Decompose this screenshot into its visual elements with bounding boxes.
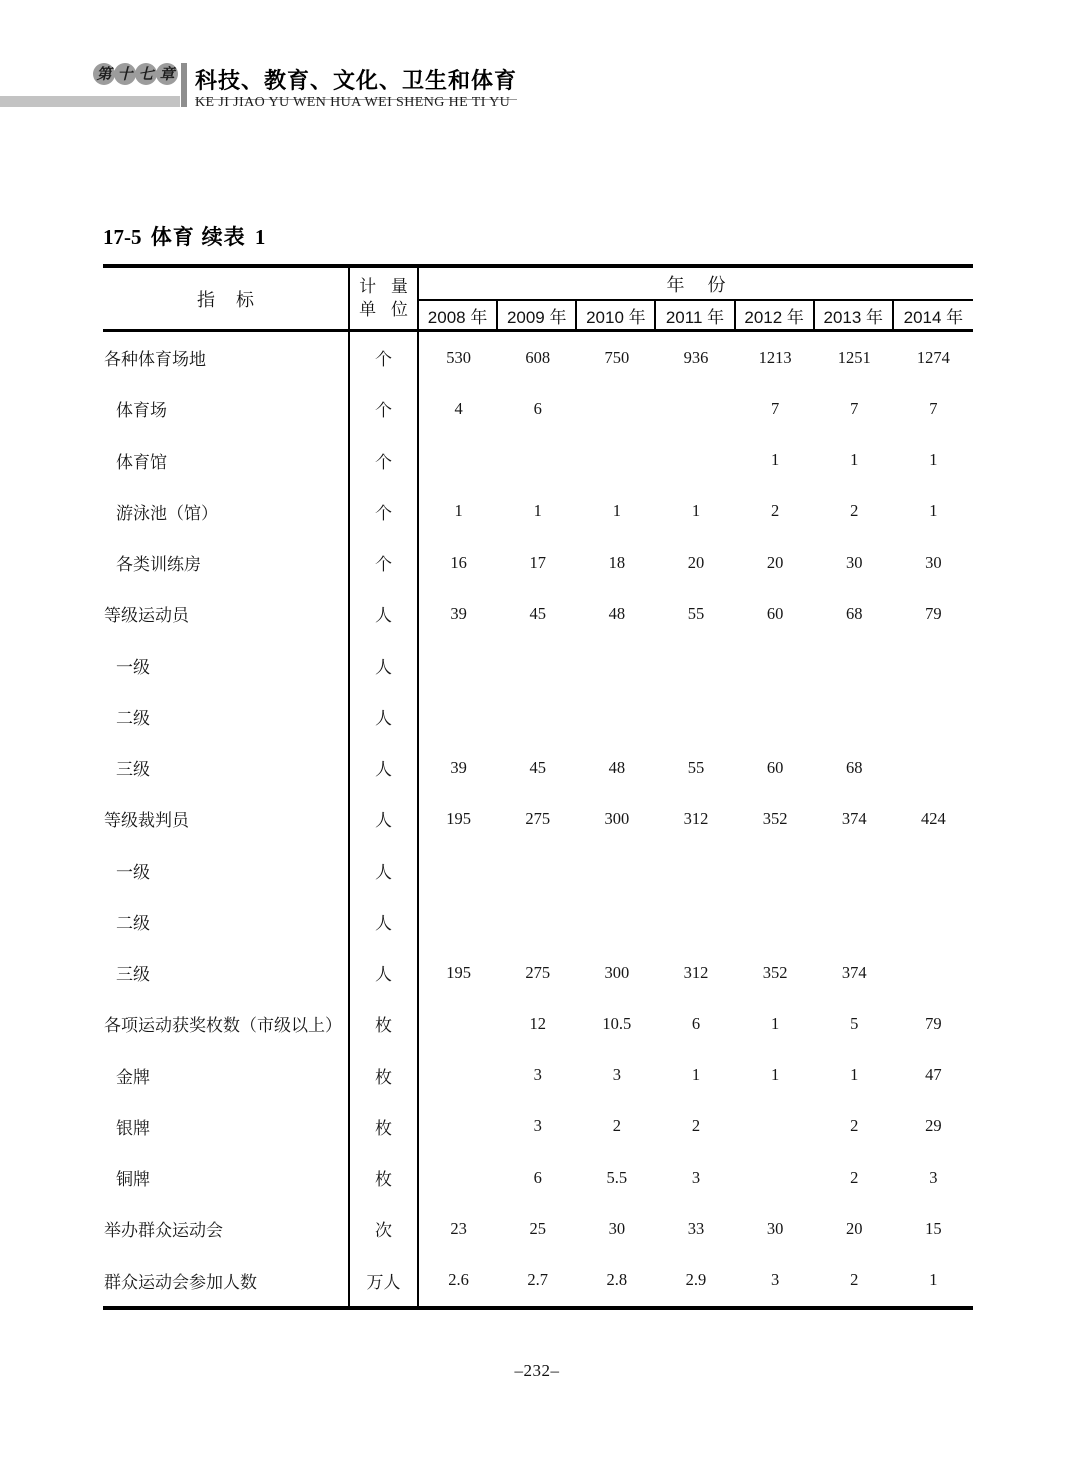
row-indicator-label: 三级 (103, 742, 350, 793)
year-column-header: 2010 年 (577, 301, 656, 329)
row-unit: 人 (350, 793, 419, 844)
data-value: 275 (525, 962, 551, 982)
row-indicator-label: 举办群众运动会 (103, 1203, 350, 1254)
data-value: 1251 (837, 347, 871, 367)
data-value (419, 1050, 498, 1101)
data-value (736, 896, 815, 947)
data-value (894, 947, 973, 998)
table-row (103, 691, 973, 742)
data-value: 10.5 (602, 1013, 632, 1033)
data-value: 7 (929, 398, 938, 418)
table-body (103, 332, 973, 1306)
data-value: 60 (766, 757, 784, 777)
data-value (656, 640, 735, 691)
data-value: 1 (691, 1065, 701, 1085)
row-unit: 个 (350, 383, 419, 434)
data-value: 2 (771, 501, 780, 521)
table-row (103, 896, 973, 947)
data-value: 2 (612, 1116, 621, 1136)
year-column-header: 2011 年 (656, 301, 735, 329)
data-value: 352 (762, 808, 788, 828)
data-value (656, 896, 735, 947)
data-value (736, 1101, 815, 1152)
row-unit: 人 (350, 640, 419, 691)
data-value: 2.7 (527, 1270, 549, 1290)
indicator-column-header: 指 标 (103, 268, 350, 329)
year-column-header: 2008 年 (419, 301, 498, 329)
data-value: 424 (921, 808, 946, 828)
row-indicator-label: 各项运动获奖枚数（市级以上） (103, 998, 350, 1049)
data-value: 30 (925, 552, 942, 572)
data-value: 936 (683, 347, 709, 367)
data-value (894, 691, 973, 742)
data-value: 1 (929, 501, 938, 521)
row-indicator-label: 游泳池（馆） (103, 486, 350, 537)
row-indicator-label: 体育馆 (103, 435, 350, 486)
data-value: 18 (608, 552, 626, 572)
row-indicator-label: 二级 (103, 896, 350, 947)
data-value: 30 (766, 1218, 784, 1238)
row-unit: 个 (350, 435, 419, 486)
statistics-table (103, 264, 973, 1310)
data-value: 33 (687, 1218, 705, 1238)
chapter-title: 科技、教育、文化、卫生和体育 (195, 64, 517, 100)
data-value: 2 (850, 1167, 859, 1187)
data-value: 1 (771, 1013, 780, 1033)
data-value: 3 (533, 1065, 542, 1085)
table-row (103, 998, 973, 1049)
data-value (419, 691, 498, 742)
data-value: 195 (446, 808, 471, 828)
data-value: 1 (454, 501, 463, 521)
data-value (498, 435, 577, 486)
data-value (815, 691, 894, 742)
data-value: 20 (687, 552, 705, 572)
unit-header-line1: 计 量 (359, 277, 413, 297)
chapter-badge-character: 第 (93, 63, 115, 85)
row-indicator-label: 等级运动员 (103, 588, 350, 639)
row-unit: 枚 (350, 1101, 419, 1152)
data-value: 530 (446, 347, 471, 367)
row-unit: 个 (350, 332, 419, 383)
table-row (103, 845, 973, 896)
data-value: 30 (846, 552, 863, 572)
row-unit: 枚 (350, 998, 419, 1049)
year-columns-row (419, 301, 973, 329)
data-value (894, 845, 973, 896)
table-row (103, 435, 973, 486)
data-value (736, 640, 815, 691)
chapter-pinyin: KE JI JIAO YU WEN HUA WEI SHENG HE TI YU (195, 95, 511, 110)
data-value: 3 (691, 1167, 701, 1187)
row-indicator-label: 一级 (103, 640, 350, 691)
data-value (656, 845, 735, 896)
data-value: 3 (771, 1270, 780, 1290)
data-value: 1 (850, 450, 859, 470)
chapter-badge-character: 十 (114, 63, 136, 85)
data-value (815, 640, 894, 691)
data-value (498, 640, 577, 691)
table-row (103, 1152, 973, 1203)
row-unit: 万人 (350, 1255, 419, 1306)
row-indicator-label: 铜牌 (103, 1152, 350, 1203)
data-value (656, 691, 735, 742)
data-value (419, 998, 498, 1049)
data-value: 48 (608, 757, 626, 777)
data-value: 352 (762, 962, 788, 982)
row-unit: 人 (350, 896, 419, 947)
year-column-header: 2013 年 (815, 301, 894, 329)
data-value: 3 (929, 1167, 938, 1187)
row-indicator-label: 各类训练房 (103, 537, 350, 588)
year-group-header: 年 份 (419, 268, 973, 301)
row-unit: 个 (350, 486, 419, 537)
data-value: 48 (608, 603, 626, 623)
row-unit: 人 (350, 845, 419, 896)
table-row (103, 640, 973, 691)
data-value: 23 (450, 1218, 467, 1238)
data-value: 39 (450, 757, 467, 777)
table-row (103, 383, 973, 434)
data-value: 374 (841, 808, 867, 828)
table-row (103, 332, 973, 383)
data-value: 2 (850, 501, 859, 521)
data-value: 79 (925, 1013, 942, 1033)
data-value: 2 (850, 1116, 859, 1136)
data-value (577, 383, 656, 434)
chapter-badge-character: 七 (135, 63, 157, 85)
chapter-decor-bar (0, 96, 180, 107)
data-value (577, 845, 656, 896)
row-indicator-label: 群众运动会参加人数 (103, 1255, 350, 1306)
data-value (577, 435, 656, 486)
row-unit: 个 (350, 537, 419, 588)
data-value: 79 (925, 603, 942, 623)
data-value: 300 (604, 808, 630, 828)
table-row (103, 486, 973, 537)
data-value: 1 (771, 450, 780, 470)
table-title (103, 221, 265, 251)
table-row (103, 1050, 973, 1101)
table-row (103, 1203, 973, 1254)
data-value: 6 (691, 1013, 701, 1033)
data-value: 20 (846, 1218, 863, 1238)
data-value: 1274 (916, 347, 950, 367)
row-indicator-label: 一级 (103, 845, 350, 896)
data-value (815, 896, 894, 947)
data-value: 3 (533, 1116, 542, 1136)
data-value: 17 (529, 552, 546, 572)
row-unit: 枚 (350, 1152, 419, 1203)
year-column-header: 2012 年 (736, 301, 815, 329)
table-row (103, 742, 973, 793)
table-row (103, 588, 973, 639)
data-value (656, 435, 735, 486)
unit-column-header (350, 268, 419, 329)
chapter-badge-character: 章 (156, 63, 178, 85)
data-value (736, 691, 815, 742)
table-row (103, 793, 973, 844)
row-unit: 人 (350, 742, 419, 793)
page-number: –232– (514, 1361, 560, 1380)
data-value: 275 (525, 808, 551, 828)
year-column-header: 2009 年 (498, 301, 577, 329)
data-value: 1 (850, 1065, 859, 1085)
row-indicator-label: 银牌 (103, 1101, 350, 1152)
data-value: 2 (850, 1270, 859, 1290)
row-unit: 人 (350, 588, 419, 639)
data-value: 60 (766, 603, 784, 623)
data-value: 312 (683, 808, 709, 828)
table-title-suffix: 1 (254, 225, 266, 249)
data-value: 5.5 (606, 1167, 628, 1187)
data-value: 2.6 (448, 1270, 469, 1290)
data-value (419, 896, 498, 947)
data-value: 30 (608, 1218, 626, 1238)
data-value: 45 (529, 757, 546, 777)
data-value: 1 (533, 501, 542, 521)
data-value (894, 742, 973, 793)
row-unit: 次 (350, 1203, 419, 1254)
data-value (498, 845, 577, 896)
row-indicator-label: 金牌 (103, 1050, 350, 1101)
data-value (894, 640, 973, 691)
data-value: 12 (529, 1013, 546, 1033)
data-value: 6 (533, 398, 542, 418)
data-value (419, 845, 498, 896)
row-unit: 人 (350, 947, 419, 998)
data-value (736, 845, 815, 896)
data-value: 55 (687, 757, 705, 777)
data-value (577, 691, 656, 742)
table-row (103, 537, 973, 588)
data-value: 4 (454, 398, 463, 418)
table-row (103, 1101, 973, 1152)
row-indicator-label: 三级 (103, 947, 350, 998)
row-indicator-label: 各种体育场地 (103, 332, 350, 383)
row-unit: 枚 (350, 1050, 419, 1101)
row-indicator-label: 体育场 (103, 383, 350, 434)
data-value: 2.9 (685, 1270, 707, 1290)
data-value: 29 (925, 1116, 942, 1136)
data-value: 608 (525, 347, 551, 367)
data-value: 47 (925, 1065, 942, 1085)
data-value (419, 1152, 498, 1203)
chapter-divider-bar (181, 63, 187, 107)
data-value: 195 (446, 962, 471, 982)
data-value (656, 383, 735, 434)
data-value: 39 (450, 603, 467, 623)
data-value: 55 (687, 603, 705, 623)
years-header-group (419, 268, 973, 329)
unit-header-line2: 单 位 (359, 299, 413, 319)
data-value (419, 640, 498, 691)
data-value: 1 (929, 1270, 938, 1290)
data-value: 1 (771, 1065, 780, 1085)
data-value (577, 640, 656, 691)
table-header (103, 268, 973, 332)
table-title-number: 17-5 (103, 225, 142, 249)
data-value: 68 (846, 603, 863, 623)
row-indicator-label: 等级裁判员 (103, 793, 350, 844)
data-value: 2 (691, 1116, 701, 1136)
data-value (419, 1101, 498, 1152)
data-value: 1 (612, 501, 621, 521)
data-value (498, 691, 577, 742)
data-value (815, 845, 894, 896)
row-indicator-label: 二级 (103, 691, 350, 742)
data-value (894, 896, 973, 947)
data-value: 1 (929, 450, 938, 470)
data-value: 15 (925, 1218, 942, 1238)
data-value: 750 (604, 347, 630, 367)
data-value: 312 (683, 962, 709, 982)
data-value: 374 (841, 962, 867, 982)
data-value: 5 (850, 1013, 859, 1033)
data-value: 7 (771, 398, 780, 418)
data-value (419, 435, 498, 486)
data-value: 20 (766, 552, 784, 572)
data-value: 300 (604, 962, 630, 982)
data-value: 1 (691, 501, 701, 521)
data-value: 2.8 (606, 1270, 628, 1290)
data-value: 16 (450, 552, 467, 572)
data-value (498, 896, 577, 947)
data-value: 3 (612, 1065, 621, 1085)
data-value: 7 (850, 398, 859, 418)
table-row (103, 947, 973, 998)
data-value (736, 1152, 815, 1203)
table-title-text: 体育 续表 (150, 226, 246, 249)
row-unit: 人 (350, 691, 419, 742)
year-column-header: 2014 年 (903, 307, 964, 327)
data-value: 6 (533, 1167, 542, 1187)
chapter-badge (93, 63, 177, 85)
data-value (577, 896, 656, 947)
data-value: 68 (846, 757, 863, 777)
table-row (103, 1255, 973, 1306)
data-value: 45 (529, 603, 546, 623)
data-value: 25 (529, 1218, 546, 1238)
data-value: 1213 (758, 347, 792, 367)
